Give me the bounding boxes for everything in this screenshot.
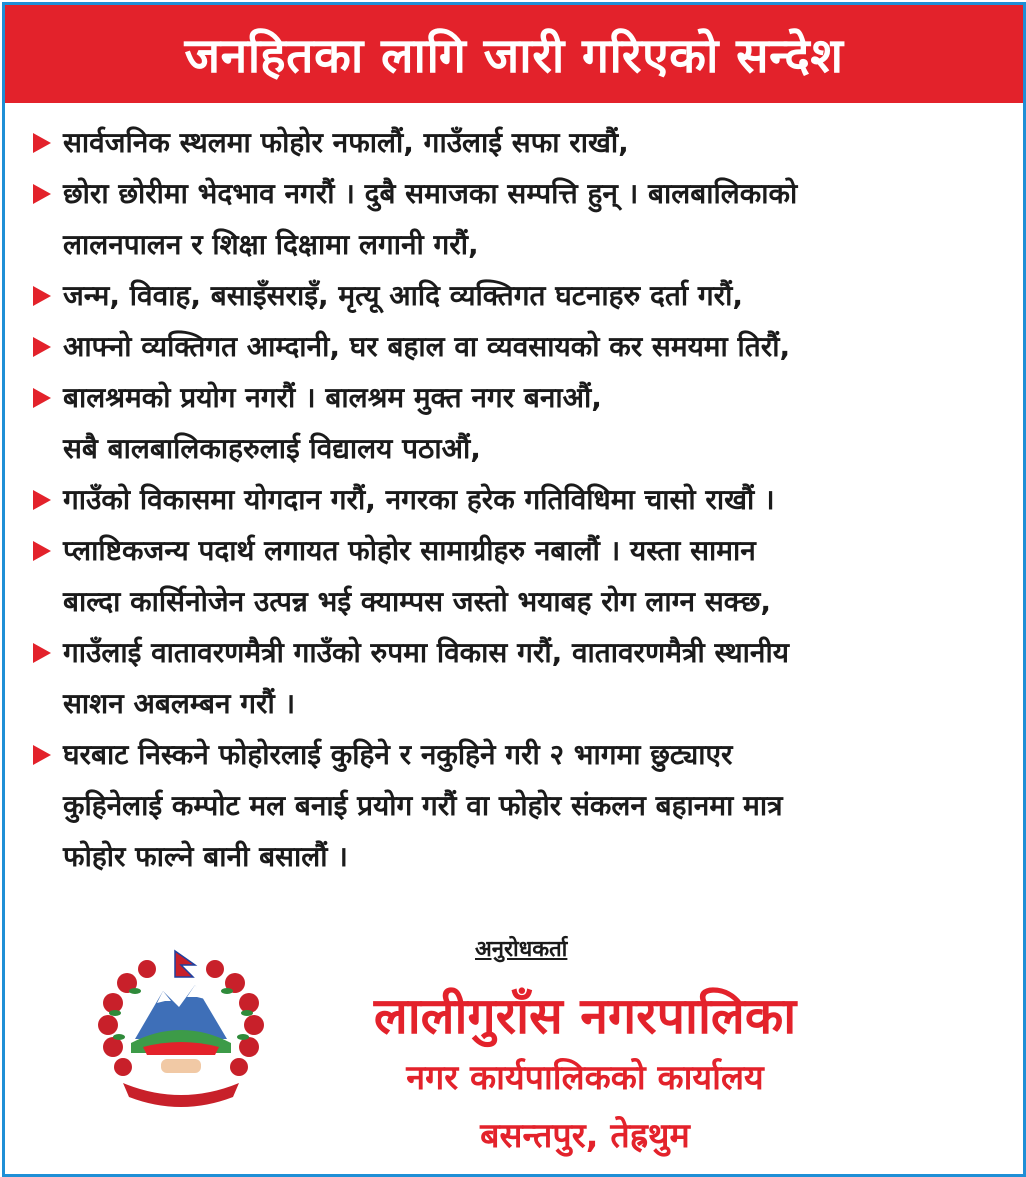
triangle-bullet-icon: [33, 541, 51, 561]
message-item: [5, 270, 1023, 321]
triangle-bullet-icon: [33, 388, 51, 408]
message-line: बालश्रमको प्रयोग नगरौं । बालश्रम मुक्त नगर बनाऔं,: [63, 381, 602, 414]
message-item: [5, 525, 1023, 627]
message-item: [5, 321, 1023, 372]
message-item: [5, 474, 1023, 525]
triangle-bullet-icon: [33, 133, 51, 153]
triangle-bullet-icon: [33, 490, 51, 510]
message-line: जन्म, विवाह, बसाइँसराइँ, मृत्यू आदि व्यक्तिगत घटनाहरु दर्ता गरौं,: [63, 279, 743, 312]
message-line: आफ्नो व्यक्तिगत आम्दानी, घर बहाल वा व्यवसायको कर समयमा तिरौं,: [63, 330, 791, 363]
triangle-bullet-icon: [33, 286, 51, 306]
message-item: [5, 117, 1023, 168]
message-line: साशन अबलम्बन गरौं ।: [63, 687, 296, 720]
nepal-government-emblem-icon: [83, 947, 279, 1117]
message-line: घरबाट निस्कने फोहोरलाई कुहिने र नकुहिने गरी २ भागमा छुट्याएर: [63, 738, 733, 771]
message-line: बाल्दा कार्सिनोजेन उत्पन्न भई क्याम्पस जस्तो भयाबह रोग लाग्न सक्छ,: [63, 585, 772, 618]
message-line: प्लाष्टिकजन्य पदार्थ लगायत फोहोर सामाग्रीहरु नबालौं । यस्ता सामान: [63, 534, 756, 567]
message-list: [5, 117, 1023, 882]
message-line: सार्वजनिक स्थलमा फोहोर नफालौं, गाउँलाई सफा राखौं,: [63, 126, 629, 159]
office-address: बसन्तपुर, तेह्रथुम: [480, 1116, 690, 1156]
message-line: गाउँको विकासमा योगदान गरौं, नगरका हरेक गतिविधिमा चासो राखौं ।: [63, 483, 775, 516]
triangle-bullet-icon: [33, 745, 51, 765]
message-line: सबै बालबालिकाहरुलाई विद्यालय पठाऔं,: [63, 432, 481, 465]
triangle-bullet-icon: [33, 184, 51, 204]
message-item: [5, 168, 1023, 270]
notice-title: जनहितका लागि जारी गरिएको सन्देश: [184, 27, 844, 84]
triangle-bullet-icon: [33, 337, 51, 357]
message-item: [5, 627, 1023, 729]
office-name: नगर कार्यपालिकको कार्यालय: [406, 1058, 764, 1098]
municipality-name: लालीगुराँस नगरपालिका: [373, 987, 797, 1045]
notice-frame: [2, 2, 1026, 1177]
message-line: लालनपालन र शिक्षा दिक्षामा लगानी गरौं,: [63, 228, 479, 261]
triangle-bullet-icon: [33, 643, 51, 663]
message-line: कुहिनेलाई कम्पोट मल बनाई प्रयोग गरौं वा फोहोर संकलन बहानमा मात्र: [63, 789, 783, 822]
message-item: [5, 372, 1023, 474]
message-line: छोरा छोरीमा भेदभाव नगरौं । दुबै समाजका सम्पत्ति हुन् । बालबालिकाको: [63, 177, 798, 210]
message-item: [5, 729, 1023, 882]
message-line: गाउँलाई वातावरणमैत्री गाउँको रुपमा विकास गरौं, वातावरणमैत्री स्थानीय: [63, 636, 789, 669]
notice-header: [5, 5, 1023, 103]
message-line: फोहोर फाल्ने बानी बसालौं ।: [63, 840, 348, 873]
requester-label: अनुरोधकर्ता: [475, 937, 568, 962]
